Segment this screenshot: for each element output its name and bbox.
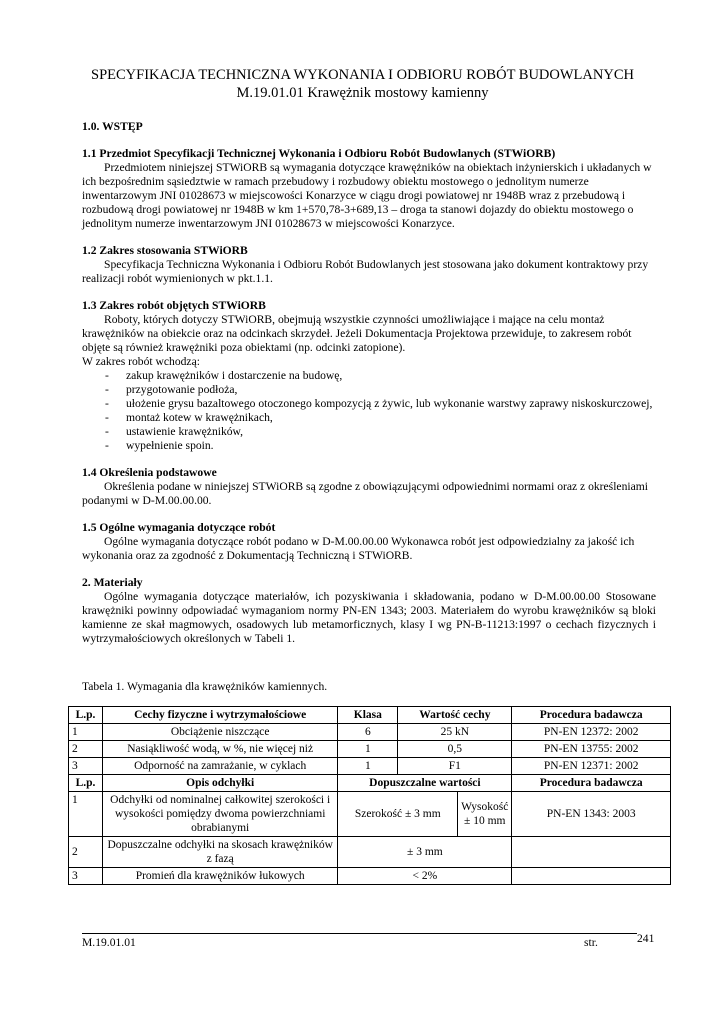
- cell-name: Odporność na zamrażanie, w cyklach: [102, 758, 337, 775]
- section-1-5-heading: 1.5 Ogólne wymagania dotyczące robót: [82, 521, 276, 534]
- title-line-2: M.19.01.01 Krawężnik mostowy kamienny: [236, 85, 489, 101]
- table-row: [69, 758, 671, 775]
- section-1-1-heading: 1.1 Przedmiot Specyfikacji Technicznej Wykonania i Odbioru Robót Budowlanych (STWiORB): [82, 147, 556, 160]
- header-cell: Klasa: [338, 707, 398, 724]
- header-cell: Procedura badawcza: [512, 707, 671, 724]
- cell-width-tolerance: Szerokość ± 3 mm: [338, 792, 458, 837]
- cell-klasa: 1: [338, 741, 398, 758]
- footer-spec-code: M.19.01.01: [82, 936, 136, 949]
- cell-name: Obciążenie niszczące: [102, 724, 337, 741]
- cell-lp: 3: [69, 758, 103, 775]
- cell-klasa: 1: [338, 758, 398, 775]
- cell-height-tolerance: Wysokość ± 10 mm: [458, 792, 512, 837]
- cell-value: 0,5: [398, 741, 512, 758]
- table-row: [69, 837, 671, 868]
- cell-procedure: PN-EN 12371: 2002: [512, 758, 671, 775]
- cell-tolerance: ± 3 mm: [338, 837, 512, 868]
- cell-tolerance: < 2%: [338, 868, 512, 885]
- cell-lp: 2: [69, 837, 103, 868]
- section-1-4-heading: 1.4 Określenia podstawowe: [82, 466, 217, 479]
- header-cell: Wartość cechy: [398, 707, 512, 724]
- list-item: - montaż kotew w krawężnikach,: [82, 411, 656, 425]
- header-cell: Dopuszczalne wartości: [338, 775, 512, 792]
- section-1-3-text: Roboty, których dotyczy STWiORB, obejmują wszystkie czynności umożliwiające i mające na celu montaż krawężników na obiekcie oraz na odcinkach skrzydeł. Jeżeli Dokumentacja Projektowa przewiduje, to zakresem robót objęte są również krawężniki poza obiektami (np. odcinki zatopione).: [82, 313, 632, 354]
- list-item: - wypełnienie spoin.: [82, 439, 656, 453]
- title-line-1: SPECYFIKACJA TECHNICZNA WYKONANIA I ODBIORU ROBÓT BUDOWLANYCH: [91, 67, 634, 83]
- cell-lp: 2: [69, 741, 103, 758]
- cell-lp: 1: [69, 724, 103, 741]
- cell-procedure: PN-EN 12372: 2002: [512, 724, 671, 741]
- footer-divider: [82, 933, 637, 934]
- document-title: [0, 66, 725, 102]
- cell-procedure: [512, 837, 671, 868]
- header-cell: L.p.: [69, 775, 103, 792]
- cell-description: Odchyłki od nominalnej całkowitej szerokości i wysokości pomiędzy dwoma powierzchniami obrabianymi: [102, 792, 337, 837]
- cell-klasa: 6: [338, 724, 398, 741]
- section-1-0-heading: 1.0. WSTĘP: [82, 120, 143, 133]
- section-1-2-text: Specyfikacja Techniczna Wykonania i Odbioru Robót Budowlanych jest stosowana jako dokument kontraktowy przy realizacji robót wymienionych w pkt.1.1.: [82, 258, 649, 285]
- cell-lp: 3: [69, 868, 103, 885]
- list-item: - przygotowanie podłoża,: [82, 383, 656, 397]
- cell-procedure: PN-EN 1343: 2003: [512, 792, 671, 837]
- header-cell: Procedura badawcza: [512, 775, 671, 792]
- cell-value: F1: [398, 758, 512, 775]
- list-item: - ustawienie krawężników,: [82, 425, 656, 439]
- scope-list: [82, 369, 656, 453]
- table-header-row: [69, 707, 671, 724]
- cell-value: 25 kN: [398, 724, 512, 741]
- header-cell: L.p.: [69, 707, 103, 724]
- table-caption: Tabela 1. Wymagania dla krawężników kamiennych.: [82, 680, 328, 693]
- table-row: [69, 868, 671, 885]
- section-1-4-text: Określenia podane w niniejszej STWiORB są zgodne z obowiązującymi odpowiednimi normami oraz z określeniami podanymi w D-M.00.00.00.: [82, 480, 648, 507]
- cell-procedure: PN-EN 13755: 2002: [512, 741, 671, 758]
- list-item: - ułożenie grysu bazaltowego otoczonego kompozycją z żywic, lub wykonanie warstwy zaprawy niskoskurczowej,: [82, 397, 656, 411]
- header-cell: Cechy fizyczne i wytrzymałościowe: [102, 707, 337, 724]
- table-row: [69, 741, 671, 758]
- cell-description: Promień dla krawężników łukowych: [102, 868, 337, 885]
- section-2-heading: 2. Materiały: [82, 576, 143, 589]
- section-2-text: Ogólne wymagania dotyczące materiałów, ich pozyskiwania i składowania, podano w D-M.00.00.00 Stosowane krawężniki powinny odpowiadać wymaganiom normy PN-EN 1343; 2003. Materiałem do wyrobu krawężników są bloki kamienne ze skał magmowych, osadowych lub metamorficznych, klasy I wg PN-B-11213:1997 o cechach fizycznych i wytrzymałościowych określonych w Tabeli 1.: [82, 590, 656, 645]
- footer-page-label: str.: [584, 936, 598, 949]
- list-item: - zakup krawężników i dostarczenie na budowę,: [82, 369, 656, 383]
- section-1-3-heading: 1.3 Zakres robót objętych STWiORB: [82, 299, 266, 312]
- cell-procedure: [512, 868, 671, 885]
- cell-description: Dopuszczalne odchyłki na skosach krawężników z fazą: [102, 837, 337, 868]
- document-body: [82, 120, 656, 646]
- requirements-table: [68, 706, 671, 885]
- section-1-1-text: Przedmiotem niniejszej STWiORB są wymagania dotyczące krawężników na obiektach inżynierskich i układanych w ich bezpośrednim sąsiedztwie w ramach przebudowy i rozbudowy obiektu mostowego o jednolitym numerze inwentarzowym JNI 01028673 w miejscowości Konarzyce w ciągu drogi powiatowej nr 1948B wraz z przebudową i rozbudową drogi powiatowej nr 1948B w km 1+570,78-3+689,13 – droga ta stanowi dojazdy do obiektu mostowego o jednolitym numerze inwentarzowym JNI 01028673 w miejscowości Konarzyce.: [82, 161, 652, 230]
- page-number: 241: [637, 932, 655, 945]
- section-1-3-lead: W zakres robót wchodzą:: [82, 355, 200, 368]
- cell-lp: 1: [69, 792, 103, 837]
- section-1-2-heading: 1.2 Zakres stosowania STWiORB: [82, 244, 248, 257]
- table-row: [69, 792, 671, 837]
- cell-name: Nasiąkliwość wodą, w %, nie więcej niż: [102, 741, 337, 758]
- table-row: [69, 724, 671, 741]
- table-subheader-row: [69, 775, 671, 792]
- section-1-5-text: Ogólne wymagania dotyczące robót podano w D-M.00.00.00 Wykonawca robót jest odpowiedzialny za jakość ich wykonania oraz za zgodność z Dokumentacją Techniczną i STWiORB.: [82, 535, 635, 562]
- header-cell: Opis odchyłki: [102, 775, 337, 792]
